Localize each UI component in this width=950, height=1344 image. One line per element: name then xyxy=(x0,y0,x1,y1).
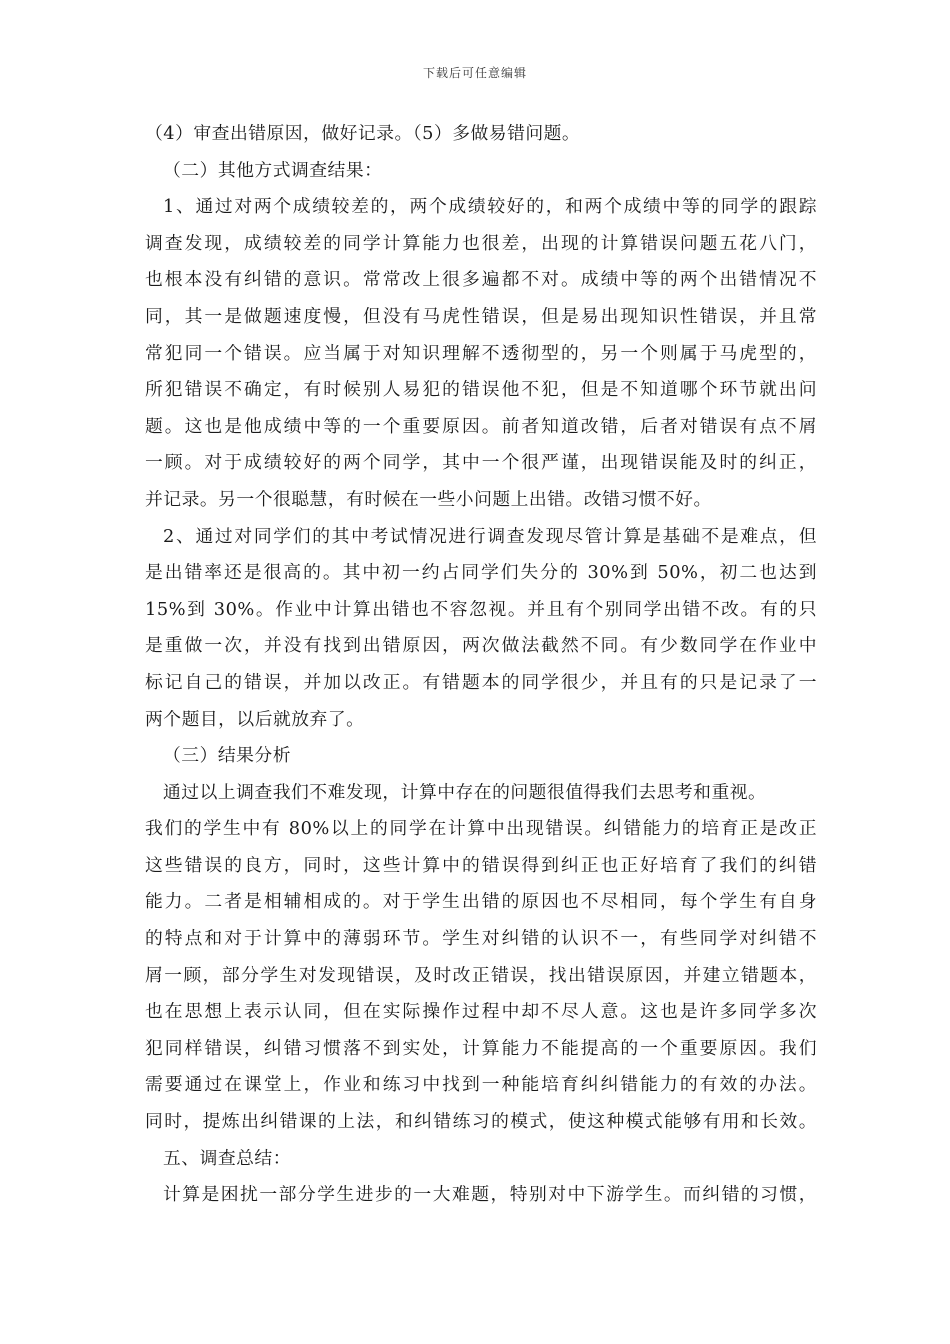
text-line: （二）其他方式调查结果： xyxy=(163,159,383,181)
text-line: 需要通过在课堂上，作业和练习中找到一种能培育纠纠错能力的有效的办法。 xyxy=(145,1074,817,1096)
text-line: （三）结果分析 xyxy=(163,745,291,767)
text-line: 标记自己的错误，并加以改正。有错题本的同学很少，并且有的只是记录了一 xyxy=(145,671,817,693)
text-line: 计算是困扰一部分学生进步的一大难题，特别对中下游学生。而纠错的习惯， xyxy=(163,1184,817,1206)
text-line: 一顾。对于成绩较好的两个同学，其中一个很严谨，出现错误能及时的纠正， xyxy=(145,452,817,474)
text-line: 2、通过对同学们的其中考试情况进行调查发现尽管计算是基础不是难点，但 xyxy=(163,525,817,547)
text-line: 是出错率还是很高的。其中初一约占同学们失分的 30%到 50%，初二也达到 xyxy=(145,562,817,584)
text-line: 的特点和对于计算中的薄弱环节。学生对纠错的认识不一，有些同学对纠错不 xyxy=(145,928,817,950)
text-line: 屑一顾，部分学生对发现错误，及时改正错误，找出错误原因，并建立错题本， xyxy=(145,964,817,986)
document-body xyxy=(145,116,817,1214)
text-line: 通过以上调查我们不难发现，计算中存在的问题很值得我们去思考和重视。 xyxy=(163,781,767,803)
text-line: 同时，提炼出纠错课的上法，和纠错练习的模式，使这种模式能够有用和长效。 xyxy=(145,1111,817,1133)
text-line: 也在思想上表示认同，但在实际操作过程中却不尽人意。这也是许多同学多次 xyxy=(145,1001,817,1023)
text-line: 并记录。另一个很聪慧，有时候在一些小问题上出错。改错习惯不好。 xyxy=(145,488,712,510)
text-line: 所犯错误不确定，有时候别人易犯的错误他不犯，但是不知道哪个环节就出问 xyxy=(145,379,817,401)
text-line: 15%到 30%。作业中计算出错也不容忽视。并且有个别同学出错不改。有的只 xyxy=(145,598,817,620)
text-line: 能力。二者是相辅相成的。对于学生出错的原因也不尽相同，每个学生有自身 xyxy=(145,891,817,913)
text-line: 调查发现，成绩较差的同学计算能力也很差，出现的计算错误问题五花八门， xyxy=(145,232,817,254)
text-line: 同，其一是做题速度慢，但没有马虎性错误，但是易出现知识性错误，并且常 xyxy=(145,305,817,327)
text-line: 我们的学生中有 80%以上的同学在计算中出现错误。纠错能力的培育正是改正 xyxy=(145,818,817,840)
page-header: 下载后可任意编辑 xyxy=(422,66,527,80)
text-line: 两个题目，以后就放弃了。 xyxy=(145,708,365,730)
text-line: 这些错误的良方，同时，这些计算中的错误得到纠正也正好培育了我们的纠错 xyxy=(145,854,817,876)
text-line: 五、调查总结： xyxy=(163,1147,291,1169)
text-line: 常犯同一个错误。应当属于对知识理解不透彻型的，另一个则属于马虎型的， xyxy=(145,342,817,364)
text-line: 1、通过对两个成绩较差的，两个成绩较好的，和两个成绩中等的同学的跟踪 xyxy=(163,196,817,218)
text-line: 也根本没有纠错的意识。常常改上很多遍都不对。成绩中等的两个出错情况不 xyxy=(145,269,817,291)
text-line: 犯同样错误，纠错习惯落不到实处，计算能力不能提高的一个重要原因。我们 xyxy=(145,1037,817,1059)
text-line: （4）审查出错原因，做好记录。（5）多做易错问题。 xyxy=(145,123,581,144)
text-line: 题。这也是他成绩中等的一个重要原因。前者知道改错，后者对错误有点不屑 xyxy=(145,415,817,437)
text-line: 是重做一次，并没有找到出错原因，两次做法截然不同。有少数同学在作业中 xyxy=(145,635,817,657)
